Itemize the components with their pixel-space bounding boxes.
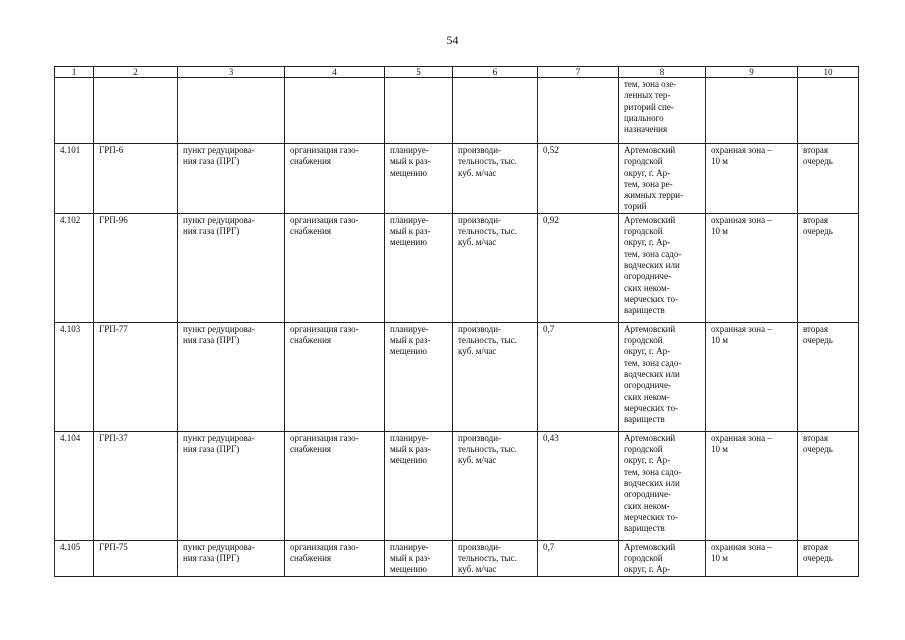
- column-header: 8: [619, 67, 706, 78]
- empty-cell: [706, 78, 798, 144]
- location-cell: Артемовский городской округ, г. Ар-: [619, 540, 706, 576]
- status-cell: планируе- мый к раз- мещению: [385, 213, 453, 322]
- purpose-cell: организация газо- снабжения: [285, 540, 385, 576]
- empty-cell: [538, 78, 619, 144]
- empty-cell: [178, 78, 285, 144]
- table-row: [55, 431, 859, 540]
- stage-cell: вторая очередь: [798, 431, 859, 540]
- location-cell: Артемовский городской округ, г. Ар- тем, зона садо- водческих или огородниче- ских неком- мерческих то- вариществ: [619, 431, 706, 540]
- location-cell: Артемовский городской округ, г. Ар- тем, зона ре- жимных терри- торий: [619, 144, 706, 214]
- zone-cell: охранная зона – 10 м: [706, 213, 798, 322]
- value-cell: 0,92: [538, 213, 619, 322]
- object-name-cell: ГРП-37: [94, 431, 178, 540]
- status-cell: планируе- мый к раз- мещению: [385, 540, 453, 576]
- row-number-cell: 4.103: [55, 322, 94, 431]
- column-header: 1: [55, 67, 94, 78]
- purpose-cell: организация газо- снабжения: [285, 431, 385, 540]
- table-row: [55, 213, 859, 322]
- row-number-cell: 4.105: [55, 540, 94, 576]
- empty-cell: [55, 78, 94, 144]
- objects-table: [54, 66, 859, 577]
- column-header: 9: [706, 67, 798, 78]
- characteristic-cell: производи- тельность, тыс. куб. м/час: [453, 540, 538, 576]
- empty-cell: [798, 78, 859, 144]
- object-type-cell: пункт редуцирова- ния газа (ПРГ): [178, 144, 285, 214]
- table-row: [55, 144, 859, 214]
- page-number: 54: [446, 33, 459, 47]
- object-name-cell: ГРП-75: [94, 540, 178, 576]
- value-cell: 0,52: [538, 144, 619, 214]
- value-cell: 0,7: [538, 322, 619, 431]
- zone-cell: охранная зона – 10 м: [706, 144, 798, 214]
- purpose-cell: организация газо- снабжения: [285, 322, 385, 431]
- empty-cell: [385, 78, 453, 144]
- stage-cell: вторая очередь: [798, 540, 859, 576]
- characteristic-cell: производи- тельность, тыс. куб. м/час: [453, 144, 538, 214]
- status-cell: планируе- мый к раз- мещению: [385, 431, 453, 540]
- empty-cell: [453, 78, 538, 144]
- object-name-cell: ГРП-6: [94, 144, 178, 214]
- characteristic-cell: производи- тельность, тыс. куб. м/час: [453, 213, 538, 322]
- object-type-cell: пункт редуцирова- ния газа (ПРГ): [178, 213, 285, 322]
- empty-cell: [285, 78, 385, 144]
- location-cell: тем, зона озе- ленных тер- риторий спе- циального назначения: [619, 78, 706, 144]
- stage-cell: вторая очередь: [798, 213, 859, 322]
- location-cell: Артемовский городской округ, г. Ар- тем, зона садо- водческих или огородниче- ских неком- мерческих то- вариществ: [619, 213, 706, 322]
- object-type-cell: пункт редуцирова- ния газа (ПРГ): [178, 322, 285, 431]
- object-type-cell: пункт редуцирова- ния газа (ПРГ): [178, 540, 285, 576]
- value-cell: 0,7: [538, 540, 619, 576]
- column-header: 2: [94, 67, 178, 78]
- purpose-cell: организация газо- снабжения: [285, 213, 385, 322]
- object-name-cell: ГРП-77: [94, 322, 178, 431]
- zone-cell: охранная зона – 10 м: [706, 540, 798, 576]
- value-cell: 0,43: [538, 431, 619, 540]
- status-cell: планируе- мый к раз- мещению: [385, 322, 453, 431]
- status-cell: планируе- мый к раз- мещению: [385, 144, 453, 214]
- column-header: 5: [385, 67, 453, 78]
- column-header: 4: [285, 67, 385, 78]
- column-header: 6: [453, 67, 538, 78]
- characteristic-cell: производи- тельность, тыс. куб. м/час: [453, 431, 538, 540]
- zone-cell: охранная зона – 10 м: [706, 322, 798, 431]
- empty-cell: [94, 78, 178, 144]
- column-header: 10: [798, 67, 859, 78]
- continuation-row: [55, 78, 859, 144]
- object-name-cell: ГРП-96: [94, 213, 178, 322]
- stage-cell: вторая очередь: [798, 144, 859, 214]
- location-cell: Артемовский городской округ, г. Ар- тем, зона садо- водческих или огородниче- ских неком- мерческих то- вариществ: [619, 322, 706, 431]
- table-row: [55, 322, 859, 431]
- zone-cell: охранная зона – 10 м: [706, 431, 798, 540]
- column-header: 3: [178, 67, 285, 78]
- characteristic-cell: производи- тельность, тыс. куб. м/час: [453, 322, 538, 431]
- stage-cell: вторая очередь: [798, 322, 859, 431]
- table-row: [55, 540, 859, 576]
- column-number-row: [55, 67, 859, 78]
- row-number-cell: 4.101: [55, 144, 94, 214]
- row-number-cell: 4.102: [55, 213, 94, 322]
- row-number-cell: 4.104: [55, 431, 94, 540]
- column-header: 7: [538, 67, 619, 78]
- object-type-cell: пункт редуцирова- ния газа (ПРГ): [178, 431, 285, 540]
- purpose-cell: организация газо- снабжения: [285, 144, 385, 214]
